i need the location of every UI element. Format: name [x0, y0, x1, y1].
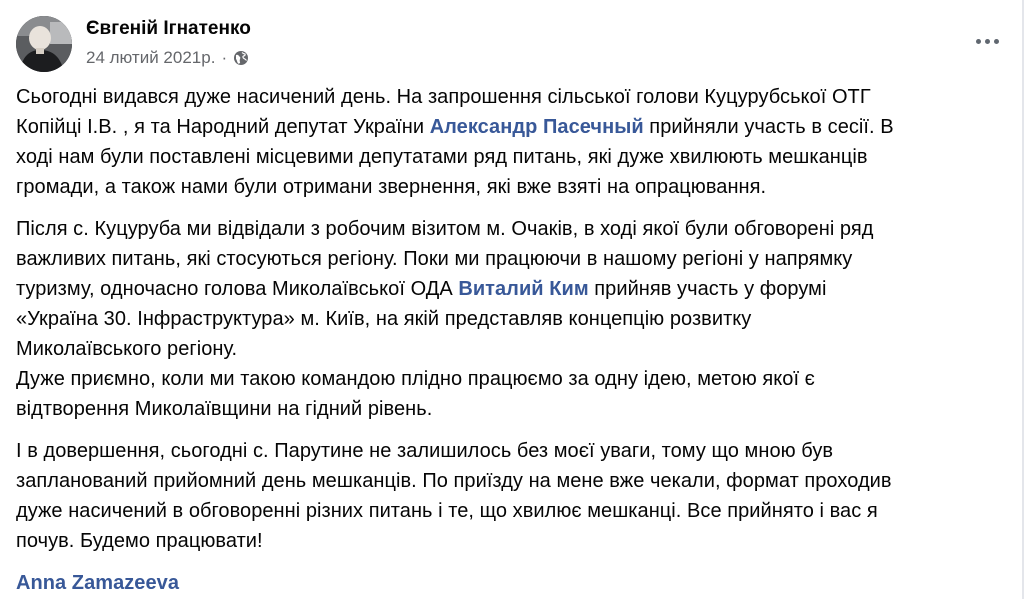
- text-fragment: прийняв участь у форумі: [588, 278, 827, 300]
- post-meta: [86, 16, 251, 69]
- text-line: Миколаївського регіону.: [16, 338, 238, 360]
- text-line: Сьогодні видався дуже насичений день. На запрошення сільської голови Куцурубської ОТГ: [16, 86, 871, 108]
- post-date[interactable]: 24 лютий 2021р.: [86, 48, 216, 67]
- post-subline: [86, 47, 251, 69]
- mention-link[interactable]: Виталий Ким: [458, 278, 589, 300]
- text-line: дуже насичений в обговоренні різних питань і те, що хвилює мешканці. Все прийнято і вас я: [16, 500, 878, 522]
- globe-icon[interactable]: [233, 50, 249, 66]
- avatar[interactable]: [16, 16, 72, 72]
- text-line: важливих питань, які стосуються регіону. Поки ми працюючи в нашому регіоні у напрямку: [16, 248, 853, 270]
- text-line: громади, а також нами були отримани звернення, які вже взяті на опрацювання.: [16, 176, 767, 198]
- text-fragment: прийняли участь в сесії. В: [643, 116, 894, 138]
- text-line: «Україна 30. Інфраструктура» м. Київ, на якій представляв концепцію розвитку: [16, 308, 752, 330]
- text-line: [16, 112, 1008, 142]
- text-line: запланований прийомний день мешканців. По приїзду на мене вже чекали, формат проходив: [16, 470, 892, 492]
- avatar-photo: [16, 16, 72, 72]
- text-line: почув. Будемо працювати!: [16, 530, 263, 552]
- post-text: [16, 82, 1008, 599]
- post-header: [16, 16, 251, 72]
- text-line: відтворення Миколаївщини на гідний рівень.: [16, 398, 433, 420]
- text-line: І в довершення, сьогодні с. Парутине не залишилось без моєї уваги, тому що мною був: [16, 440, 834, 462]
- mention-link[interactable]: Александр Пасечный: [429, 116, 644, 138]
- tagged-user-link[interactable]: Anna Zamazeeva: [16, 572, 179, 594]
- author-name[interactable]: Євгеній Ігнатенко: [86, 18, 251, 39]
- separator-dot: ·: [221, 48, 228, 67]
- text-line: ході нам були поставлені місцевими депутатами ряд питань, які дуже хвилюють мешканців: [16, 146, 868, 168]
- text-fragment: Копійці І.В. , я та Народний депутат України: [16, 116, 430, 138]
- more-options-icon[interactable]: [970, 24, 1004, 58]
- text-line: [16, 274, 1008, 304]
- paragraph-3: [16, 436, 1008, 556]
- paragraph-1: [16, 82, 1008, 202]
- paragraph-2: [16, 214, 1008, 424]
- text-line: Після с. Куцуруба ми відвідали з робочим візитом м. Очаків, в ході якої були обговорені ряд: [16, 218, 874, 240]
- text-line: Дуже приємно, коли ми такою командою плідно працюємо за одну ідею, метою якої є: [16, 368, 815, 390]
- tag-line: [16, 568, 1008, 598]
- text-fragment: туризму, одночасно голова Миколаївської ОДА: [16, 278, 459, 300]
